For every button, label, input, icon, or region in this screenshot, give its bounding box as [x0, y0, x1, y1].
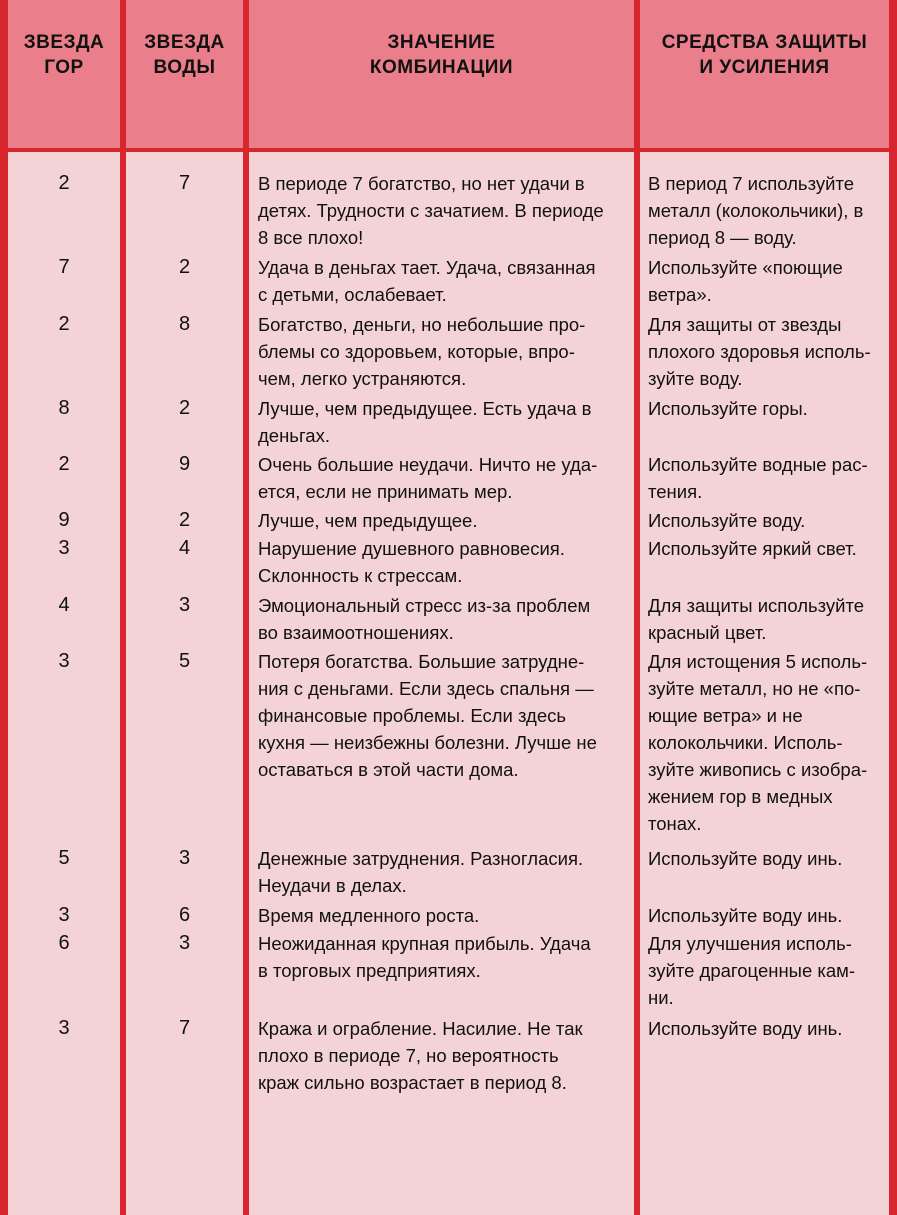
meaning-text: Лучше, чем предыдущее. [258, 510, 478, 531]
mountain-star-value: 2 [58, 172, 70, 194]
water-star-value: 3 [178, 932, 191, 954]
mountain-star-value: 5 [58, 847, 70, 869]
mountain-star-value: 2 [58, 453, 70, 475]
meaning-text: Нарушение душевного равновесия. Склонность к стрессам. [258, 538, 565, 586]
remedy-text: Для защиты от звезды плохого здоровья исполь- зуйте воду. [648, 314, 871, 389]
column-border [634, 0, 640, 1215]
mountain-star-value: 6 [58, 932, 70, 954]
water-star-value: 2 [178, 509, 191, 531]
water-star-value: 2 [178, 256, 191, 278]
water-star-value: 3 [178, 847, 191, 869]
remedy-text: Используйте яркий свет. [648, 538, 857, 559]
water-star-value: 6 [178, 904, 191, 926]
water-star-value: 2 [178, 397, 191, 419]
mountain-star-value: 7 [58, 256, 70, 278]
water-star-value: 7 [178, 1017, 191, 1039]
meaning-text: Потеря богатства. Большие затрудне- ния с деньгами. Если здесь спальня — финансовые проблемы. Если здесь кухня — неизбежны болезни. Лучше не оставаться в этой части дома. [258, 651, 597, 780]
mountain-star-value: 3 [58, 1017, 70, 1039]
meaning-text: Кража и ограбление. Насилие. Не так плохо в периоде 7, но вероятность краж сильно возрастает в период 8. [258, 1018, 583, 1093]
header-combination-meaning: ЗНАЧЕНИЕ КОМБИНАЦИИ [369, 32, 514, 78]
meaning-text: Денежные затруднения. Разногласия. Неудачи в делах. [258, 848, 584, 896]
column-border [0, 0, 8, 1215]
mountain-star-value: 3 [58, 904, 70, 926]
remedy-text: В период 7 используйте металл (колокольчики), в период 8 — воду. [648, 173, 864, 248]
table-header [0, 0, 897, 152]
mountain-star-value: 2 [58, 313, 70, 335]
meaning-text: Эмоциональный стресс из-за проблем во взаимоотношениях. [258, 595, 591, 643]
header-mountain-star: ЗВЕЗДА ГОР [23, 32, 105, 78]
meaning-text: Неожиданная крупная прибыль. Удача в торговых предприятиях. [258, 933, 591, 981]
water-star-value: 9 [178, 453, 191, 475]
mountain-star-value: 9 [58, 509, 70, 531]
meaning-text: В периоде 7 богатство, но нет удачи в детях. Трудности с зачатием. В периоде 8 все плохо! [258, 173, 604, 248]
remedy-text: Используйте водные рас- тения. [648, 454, 868, 502]
column-border [120, 0, 126, 1215]
water-star-value: 8 [178, 313, 191, 335]
water-star-value: 4 [178, 537, 191, 559]
remedy-text: Используйте воду инь. [648, 1018, 843, 1039]
water-star-value: 3 [178, 594, 191, 616]
mountain-star-value: 3 [58, 537, 70, 559]
remedy-text: Для истощения 5 исполь- зуйте металл, но не «по- ющие ветра» и не колокольчики. Исполь- зуйте живопись с изобра- жением гор в медных тонах. [648, 651, 868, 834]
meaning-text: Лучше, чем предыдущее. Есть удача в деньгах. [258, 398, 592, 446]
mountain-star-value: 8 [58, 397, 70, 419]
water-star-value: 5 [178, 650, 191, 672]
meaning-text: Время медленного роста. [258, 905, 480, 926]
column-border [243, 0, 249, 1215]
header-remedies: СРЕДСТВА ЗАЩИТЫ И УСИЛЕНИЯ [661, 32, 868, 78]
remedy-text: Для улучшения исполь- зуйте драгоценные кам- ни. [648, 933, 856, 1008]
meaning-text: Очень большие неудачи. Ничто не уда- ется, если не принимать мер. [258, 454, 598, 502]
remedy-text: Используйте горы. [648, 398, 808, 419]
mountain-star-value: 4 [58, 594, 70, 616]
remedy-text: Используйте воду инь. [648, 905, 843, 926]
header-water-star: ЗВЕЗДА ВОДЫ [144, 32, 225, 78]
meaning-text: Богатство, деньги, но небольшие про- блемы со здоровьем, которые, впро- чем, легко устраняются. [258, 314, 586, 389]
remedy-text: Для защиты используйте красный цвет. [648, 595, 865, 643]
remedy-text: Используйте «поющие ветра». [648, 257, 843, 305]
column-border [889, 0, 897, 1215]
remedy-text: Используйте воду инь. [648, 848, 843, 869]
mountain-star-value: 3 [58, 650, 70, 672]
meaning-text: Удача в деньгах тает. Удача, связанная с детьми, ослабевает. [258, 257, 596, 305]
water-star-value: 7 [178, 172, 191, 194]
remedy-text: Используйте воду. [648, 510, 806, 531]
